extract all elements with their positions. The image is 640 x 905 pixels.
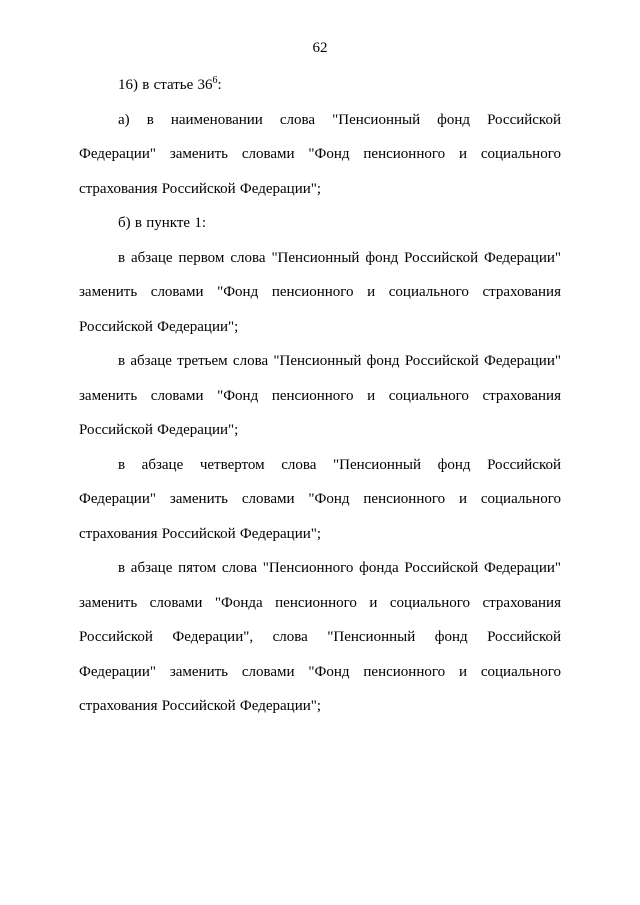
paragraph-fourth-abzats: в абзаце четвертом слова "Пенсионный фонд Российской Федерации" заменить словами "Фонд пенсионного и социального страхования Российской Федерации"; bbox=[79, 456, 561, 542]
paragraph-subitem-b: б) в пункте 1: bbox=[118, 215, 206, 231]
page-number: 62 bbox=[312, 40, 328, 56]
paragraph-subitem-a: а) в наименовании слова "Пенсионный фонд Российской Федерации" заменить словами "Фонд пенсионного и социального страхования Российской Федерации"; bbox=[79, 111, 561, 197]
document-body bbox=[79, 68, 561, 724]
superscript: 6 bbox=[212, 75, 218, 86]
paragraph-tail: : bbox=[217, 77, 222, 93]
paragraph-text: 16) в статье 36 bbox=[118, 77, 213, 93]
paragraph-third-abzats: в абзаце третьем слова "Пенсионный фонд Российской Федерации" заменить словами "Фонд пенсионного и социального страхования Российской Федерации"; bbox=[79, 353, 561, 438]
paragraph-fifth-abzats: в абзаце пятом слова "Пенсионного фонда Российской Федерации" заменить словами "Фонда пенсионного и социального страхования Российской Федерации", слова "Пенсионный фонд Российской Федерации" заменить словами "Фонд пенсионного и социального страхования Российской Федерации"; bbox=[79, 560, 561, 714]
paragraph-article-item-16 bbox=[79, 68, 561, 103]
paragraph-first-abzats: в абзаце первом слова "Пенсионный фонд Российской Федерации" заменить словами "Фонд пенсионного и социального страхования Российской Федерации"; bbox=[79, 249, 561, 335]
